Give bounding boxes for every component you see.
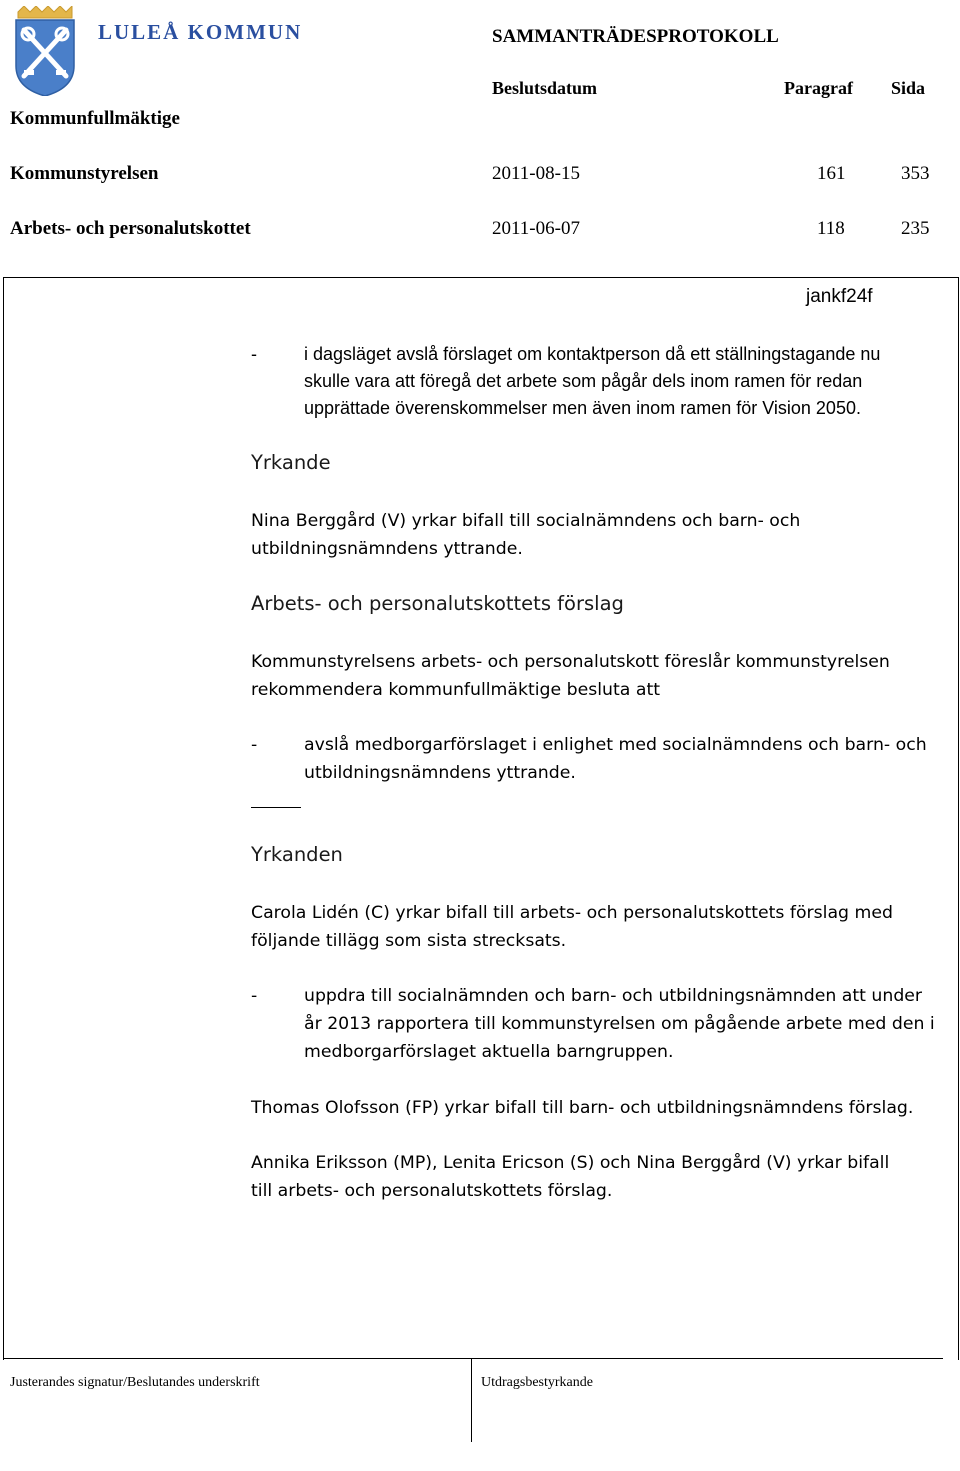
text-line: Kommunstyrelsens arbets- och personalutskott föreslår kommunstyrelsen [251,652,890,672]
protocol-title: SAMMANTRÄDESPROTOKOLL [492,26,779,47]
meeting-paragraph: 161 [817,163,846,184]
reference-code: jankf24f [806,286,873,307]
list-dash: - [251,735,258,755]
column-header-date: Beslutsdatum [492,78,598,98]
paragraph-carola [251,899,951,955]
text-line: upprättade överenskommelser men även inom ramen för Vision 2050. [304,398,861,418]
meeting-body-name: Kommunstyrelsen [10,163,159,184]
meeting-paragraph: 118 [817,218,845,239]
paragraph-yrkande [251,507,951,563]
section-heading-yrkanden: Yrkanden [251,843,343,866]
section-heading-proposal: Arbets- och personalutskottets förslag [251,592,624,615]
footer-divider [3,1358,943,1359]
paragraph-proposal [251,648,951,704]
meeting-page: 353 [901,163,930,184]
body-title: Kommunfullmäktige [10,108,180,129]
list-dash: - [251,344,257,364]
coat-of-arms-logo [12,6,78,96]
text-line: följande tillägg som sista strecksats. [251,931,567,951]
text-line: i dagsläget avslå förslaget om kontaktperson då ett ställningstagande nu [304,344,881,364]
text-line: avslå medborgarförslaget i enlighet med socialnämndens och barn- och [304,735,927,755]
text-line: rekommendera kommunfullmäktige besluta att [251,680,661,700]
list-item-text [304,982,954,1066]
text-line: skulle vara att föregå det arbete som pågår dels inom ramen för redan [304,371,863,391]
section-heading-yrkande: Yrkande [251,451,331,474]
text-line: medborgarförslaget aktuella barngruppen. [304,1042,674,1062]
text-line: uppdra till socialnämnden och barn- och utbildningsnämnden att under [304,986,923,1006]
text-line: Annika Eriksson (MP), Lenita Ericson (S) och Nina Berggård (V) yrkar bifall [251,1153,890,1173]
meeting-body-name: Arbets- och personalutskottet [10,218,251,239]
signature-label: Justerandes signatur/Beslutandes underskrift [10,1375,260,1390]
paragraph-thomas: Thomas Olofsson (FP) yrkar bifall till barn- och utbildningsnämndens förslag. [251,1098,914,1118]
list-dash: - [251,986,258,1006]
column-header-paragraph: Paragraf [784,78,853,98]
text-line: utbildningsnämndens yttrande. [251,539,523,559]
text-line: Carola Lidén (C) yrkar bifall till arbets- och personalutskottets förslag med [251,903,893,923]
meeting-date: 2011-08-15 [492,163,580,184]
footer-column-separator [471,1358,472,1442]
list-item-text [304,341,954,422]
organization-name: LULEÅ KOMMUN [98,20,303,44]
list-item-text [304,731,954,787]
text-line: Nina Berggård (V) yrkar bifall till socialnämndens och barn- och [251,511,801,531]
meeting-date: 2011-06-07 [492,218,580,239]
meeting-page: 235 [901,218,930,239]
column-header-page: Sida [891,78,926,98]
separator-rule [251,807,301,808]
text-line: utbildningsnämndens yttrande. [304,763,576,783]
extract-certification-label: Utdragsbestyrkande [481,1375,593,1390]
text-line: till arbets- och personalutskottets förslag. [251,1181,613,1201]
text-line: år 2013 rapportera till kommunstyrelsen om pågående arbete med den i [304,1014,935,1034]
paragraph-annika [251,1149,951,1205]
